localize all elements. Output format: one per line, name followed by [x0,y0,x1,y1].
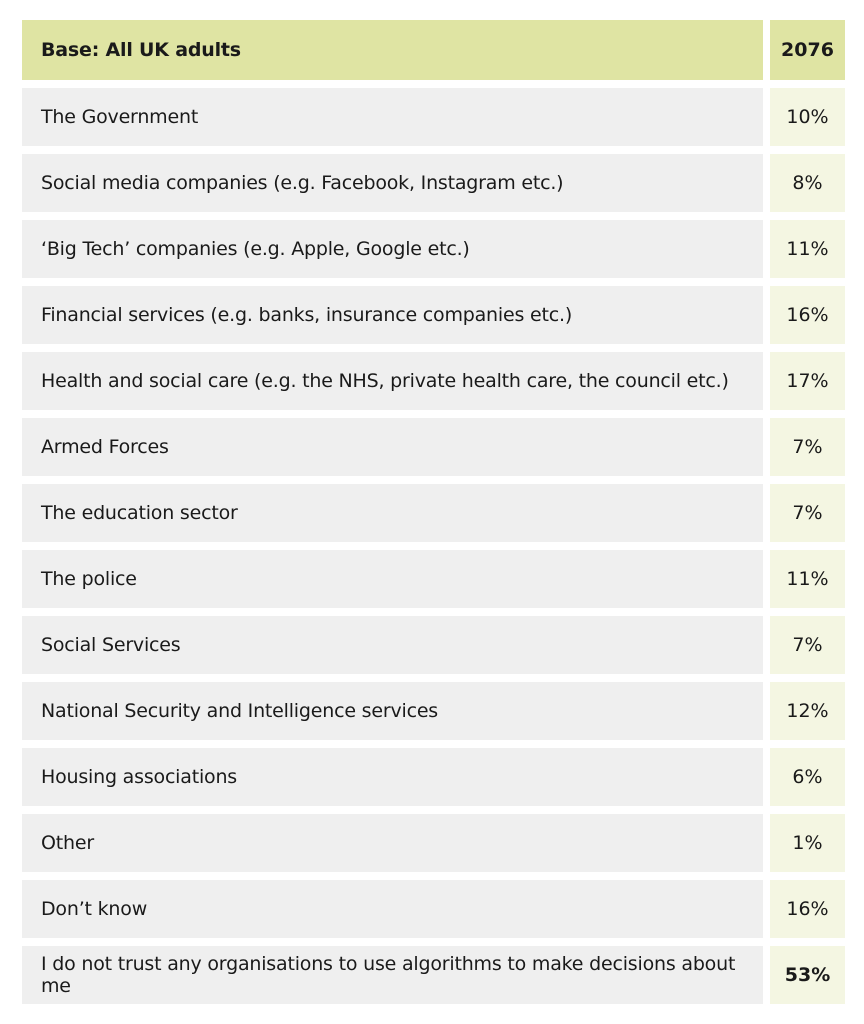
percentage-value: 7% [770,418,845,476]
percentage-value: 6% [770,748,845,806]
table-row [22,880,845,938]
survey-table [22,20,845,1004]
organisation-label: The police [22,550,763,608]
table-row [22,616,845,674]
table-row [22,418,845,476]
organisation-label: Armed Forces [22,418,763,476]
table-header-row [22,20,845,80]
table-row [22,946,845,1004]
base-label: Base: All UK adults [22,20,763,80]
table-row [22,352,845,410]
organisation-label: The education sector [22,484,763,542]
table-row [22,154,845,212]
base-count: 2076 [770,20,845,80]
table-row [22,220,845,278]
organisation-label: Social media companies (e.g. Facebook, Instagram etc.) [22,154,763,212]
percentage-value: 11% [770,220,845,278]
organisation-label: National Security and Intelligence services [22,682,763,740]
table-row [22,484,845,542]
organisation-label: The Government [22,88,763,146]
percentage-value: 7% [770,616,845,674]
table-row [22,814,845,872]
organisation-label: Don’t know [22,880,763,938]
percentage-value: 12% [770,682,845,740]
organisation-label: I do not trust any organisations to use algorithms to make decisions about me [22,946,763,1004]
percentage-value: 53% [770,946,845,1004]
percentage-value: 16% [770,880,845,938]
percentage-value: 10% [770,88,845,146]
organisation-label: Financial services (e.g. banks, insurance companies etc.) [22,286,763,344]
percentage-value: 17% [770,352,845,410]
percentage-value: 1% [770,814,845,872]
table-row [22,682,845,740]
organisation-label: ‘Big Tech’ companies (e.g. Apple, Google etc.) [22,220,763,278]
table-row [22,286,845,344]
percentage-value: 8% [770,154,845,212]
table-row [22,550,845,608]
organisation-label: Other [22,814,763,872]
percentage-value: 16% [770,286,845,344]
organisation-label: Social Services [22,616,763,674]
organisation-label: Housing associations [22,748,763,806]
percentage-value: 11% [770,550,845,608]
organisation-label: Health and social care (e.g. the NHS, private health care, the council etc.) [22,352,763,410]
table-row [22,748,845,806]
table-row [22,88,845,146]
percentage-value: 7% [770,484,845,542]
